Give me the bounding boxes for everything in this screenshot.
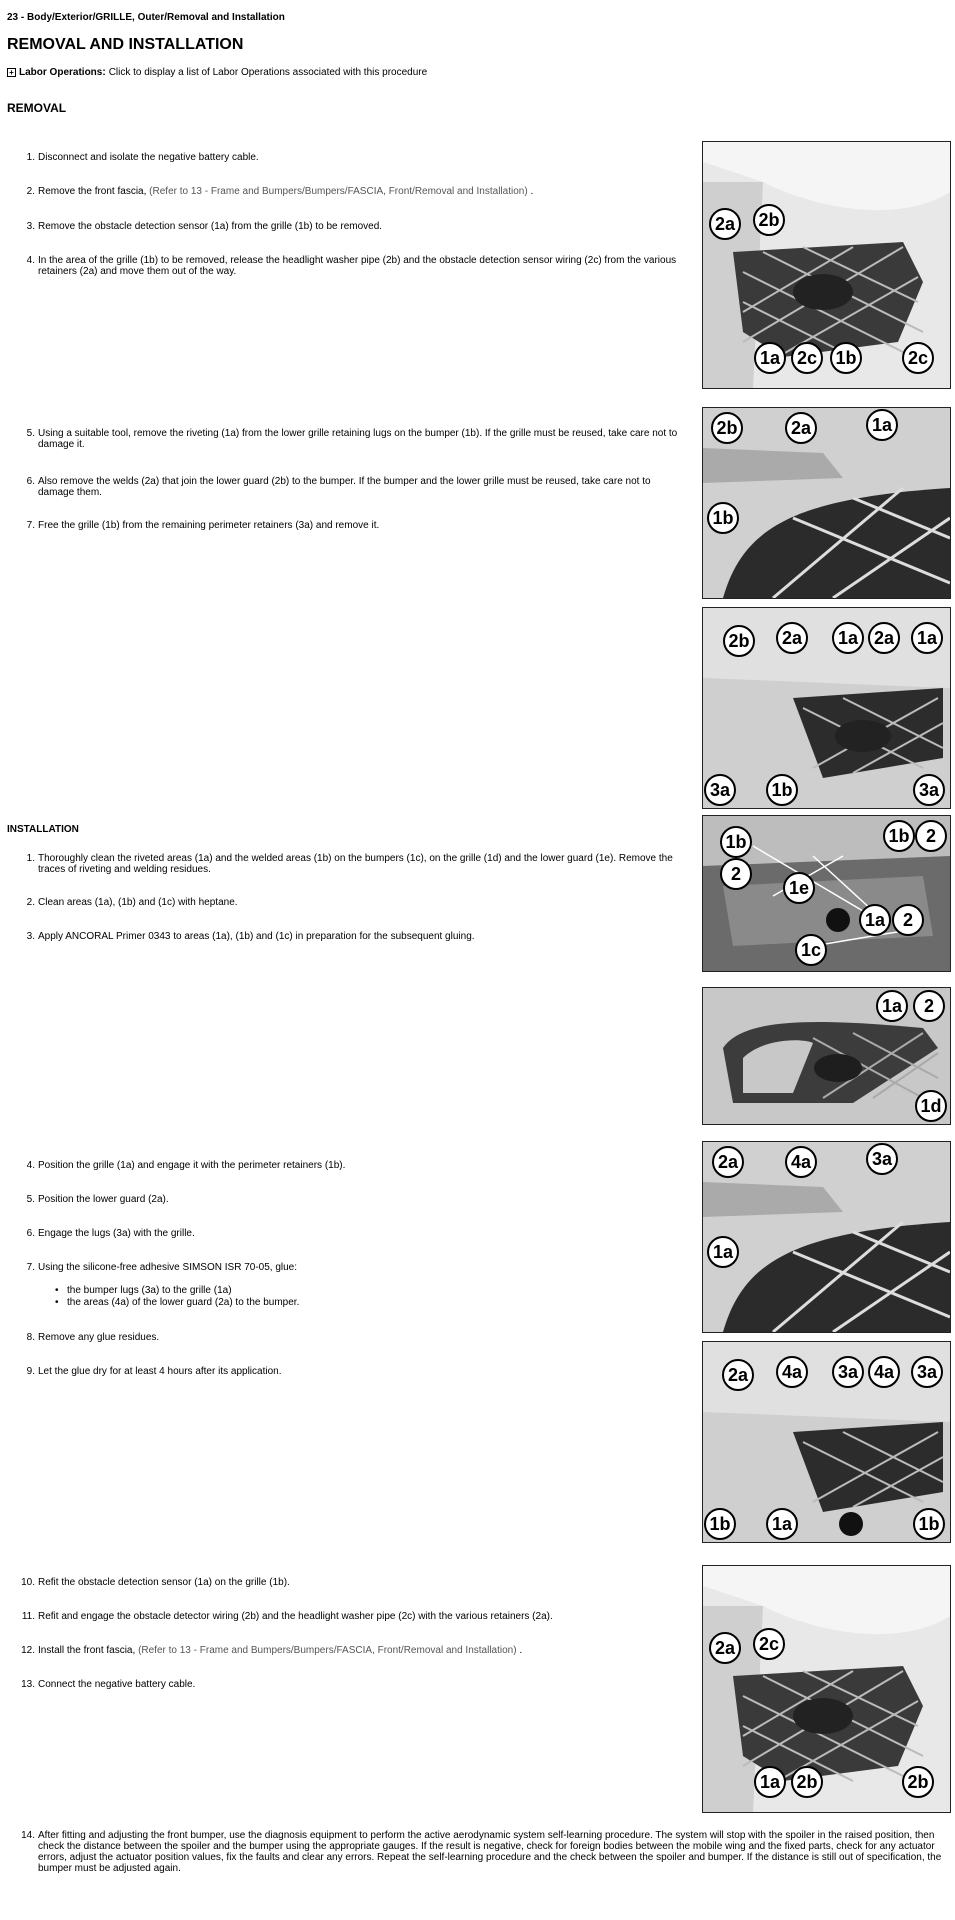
fascia-reference-link[interactable]: (Refer to 13 - Frame and Bumpers/Bumpers/FASCIA, Front/Removal and Installation) <box>138 1645 517 1656</box>
callout-label: 4a <box>873 1362 895 1382</box>
callout-label: 2a <box>717 1152 739 1172</box>
step-text <box>38 186 533 197</box>
step-number: 8. <box>26 1332 35 1343</box>
breadcrumb: 23 - Body/Exterior/GRILLE, Outer/Removal and Installation <box>7 12 285 23</box>
step-number: 6. <box>26 476 35 487</box>
callout-label: 1a <box>871 415 893 435</box>
figure-refit-sensor <box>702 1565 951 1813</box>
callout-label: 2 <box>730 864 742 884</box>
list-item: • the bumper lugs (3a) to the grille (1a) <box>55 1285 655 1297</box>
step-number: 6. <box>26 1228 35 1239</box>
removal-heading: REMOVAL <box>7 101 67 115</box>
step-text: Disconnect and isolate the negative battery cable. <box>38 152 259 163</box>
callout-label: 1b <box>888 826 910 846</box>
callout-label: 4a <box>781 1362 803 1382</box>
glue-bullet-list <box>55 1285 655 1309</box>
figure-perimeter-retainers <box>702 607 951 809</box>
figure-rivets-welds <box>702 407 951 599</box>
callout-label: 1b <box>712 508 734 528</box>
fascia-reference-link[interactable]: (Refer to 13 - Frame and Bumpers/Bumpers/FASCIA, Front/Removal and Installation) <box>149 186 528 197</box>
step-text: Using the silicone-free adhesive SIMSON ISR 70-05, glue: <box>38 1262 298 1273</box>
callout-label: 2a <box>727 1365 749 1385</box>
step-text: Let the glue dry for at least 4 hours after its application. <box>38 1366 282 1377</box>
step-number: 13. <box>21 1679 35 1690</box>
callout-label: 2b <box>907 1772 929 1792</box>
callout-label: 1a <box>771 1514 793 1534</box>
step-number: 3. <box>26 931 35 942</box>
callout-label: 2b <box>728 631 750 651</box>
callout-label: 1b <box>725 832 747 852</box>
step-text: Position the grille (1a) and engage it with the perimeter retainers (1b). <box>38 1160 346 1171</box>
callout-label: 2a <box>714 1638 736 1658</box>
callout-label: 1a <box>712 1242 734 1262</box>
step-number: 3. <box>26 221 35 232</box>
callout-label: 1a <box>759 348 781 368</box>
callout-label: 1a <box>881 996 903 1016</box>
figure-grille-part <box>702 987 951 1125</box>
callout-label: 1b <box>709 1514 731 1534</box>
step-text: Using a suitable tool, remove the riveting (1a) from the lower grille retaining lugs on the bumper (1b). If the grille must be reused, take care not to damage it. <box>38 428 678 450</box>
callout-label: 2 <box>923 996 935 1016</box>
callout-label: 3a <box>916 1362 938 1382</box>
figure-grille-removal-sensor <box>702 141 951 389</box>
figure-positioning-grille <box>702 1141 951 1333</box>
step-number: 7. <box>26 520 35 531</box>
step-text: After fitting and adjusting the front bumper, use the diagnosis equipment to perform the active aerodynamic system self-learning procedure. The system will stop with the spoiler in the raised position, then check the distance between the spoiler and the bumper using the appropriate gauges. If the result is negative, check for foreign bodies between the mobile wing and the fixed parts, check for any actuator errors, adjust the actuator position values, fix the faults and clear any errors. Repeat the self-learning procedure and the check between the spoiler and bumper. If the distance is still out of specification, the bumper must be adjusted again. <box>38 1830 942 1874</box>
step-number: 7. <box>26 1262 35 1273</box>
callout-label: 3a <box>709 780 731 800</box>
labor-operations-label: Labor Operations: <box>19 67 106 78</box>
step-text: Remove any glue residues. <box>38 1332 160 1343</box>
callout-label: 1a <box>916 628 938 648</box>
callout-label: 1a <box>837 628 859 648</box>
step-text: Refit the obstacle detection sensor (1a) on the grille (1b). <box>38 1577 290 1588</box>
callout-label: 2c <box>907 348 929 368</box>
step-number: 14. <box>21 1830 35 1841</box>
callout-label: 2a <box>873 628 895 648</box>
callout-label: 3a <box>871 1149 893 1169</box>
step-text: Remove the obstacle detection sensor (1a) from the grille (1b) to be removed. <box>38 221 383 232</box>
labor-operations-text: Click to display a list of Labor Operations associated with this procedure <box>108 67 428 78</box>
callout-label: 2 <box>925 826 937 846</box>
step-text-end: . <box>519 1645 523 1656</box>
callout-label: 1b <box>771 780 793 800</box>
figure-cleaning-areas <box>702 815 951 972</box>
step-number: 4. <box>26 1160 35 1171</box>
step-text-main: Install the front fascia, <box>38 1645 136 1656</box>
step-text: Apply ANCORAL Primer 0343 to areas (1a), (1b) and (1c) in preparation for the subsequent gluing. <box>38 931 475 942</box>
figure-gluing-areas <box>702 1341 951 1543</box>
callout-label: 3a <box>918 780 940 800</box>
step-number: 10. <box>21 1577 35 1588</box>
step-text: Free the grille (1b) from the remaining perimeter retainers (3a) and remove it. <box>38 520 380 531</box>
step-text: In the area of the grille (1b) to be removed, release the headlight washer pipe (2b) and the obstacle detection sensor wiring (2c) from the various retainers (2a) and move them out of the way. <box>38 255 677 277</box>
step-number: 2. <box>26 897 35 908</box>
callout-label: 2a <box>714 214 736 234</box>
step-text <box>38 1645 522 1656</box>
callout-label: 4a <box>790 1152 812 1172</box>
step-text: Also remove the welds (2a) that join the lower guard (2b) to the bumper. If the bumper and the lower grille must be reused, take care not to damage them. <box>38 476 651 498</box>
callout-label: 2a <box>790 418 812 438</box>
step-text: Position the lower guard (2a). <box>38 1194 169 1205</box>
callout-label: 1e <box>788 878 810 898</box>
installation-heading: INSTALLATION <box>7 824 79 835</box>
step-number: 5. <box>26 1194 35 1205</box>
step-text: Clean areas (1a), (1b) and (1c) with heptane. <box>38 897 238 908</box>
callout-label: 1c <box>800 940 822 960</box>
step-number: 12. <box>21 1645 35 1656</box>
step-text: Thoroughly clean the riveted areas (1a) and the welded areas (1b) on the bumpers (1c), on the grille (1d) and the lower guard (1e). Remove the traces of riveting and welding residues. <box>38 853 673 875</box>
callout-label: 2b <box>758 210 780 230</box>
step-text: Engage the lugs (3a) with the grille. <box>38 1228 195 1239</box>
labor-operations-link[interactable] <box>7 67 427 78</box>
callout-label: 1b <box>918 1514 940 1534</box>
step-text-main: Remove the front fascia, <box>38 186 147 197</box>
step-text: Refit and engage the obstacle detector wiring (2b) and the headlight washer pipe (2c) with the various retainers (2a). <box>38 1611 553 1622</box>
step-number: 1. <box>26 152 35 163</box>
callout-label: 2a <box>781 628 803 648</box>
step-text: Connect the negative battery cable. <box>38 1679 196 1690</box>
page-title: REMOVAL AND INSTALLATION <box>7 36 244 53</box>
callout-label: 2b <box>716 418 738 438</box>
callout-label: 3a <box>837 1362 859 1382</box>
step-number: 5. <box>26 428 35 439</box>
step-number: 4. <box>26 255 35 266</box>
callout-label: 1d <box>920 1096 942 1116</box>
step-number: 1. <box>26 853 35 864</box>
callout-label: 1a <box>759 1772 781 1792</box>
expand-icon[interactable]: + <box>7 68 16 77</box>
callout-label: 1a <box>864 910 886 930</box>
step-number: 9. <box>26 1366 35 1377</box>
callout-label: 2b <box>796 1772 818 1792</box>
callout-label: 2c <box>796 348 818 368</box>
step-number: 2. <box>26 186 35 197</box>
step-text-end: . <box>530 186 534 197</box>
callout-label: 1b <box>835 348 857 368</box>
callout-label: 2 <box>902 910 914 930</box>
step-number: 11. <box>21 1611 35 1622</box>
list-item: • the areas (4a) of the lower guard (2a) to the bumper. <box>55 1297 655 1309</box>
callout-label: 2c <box>758 1634 780 1654</box>
